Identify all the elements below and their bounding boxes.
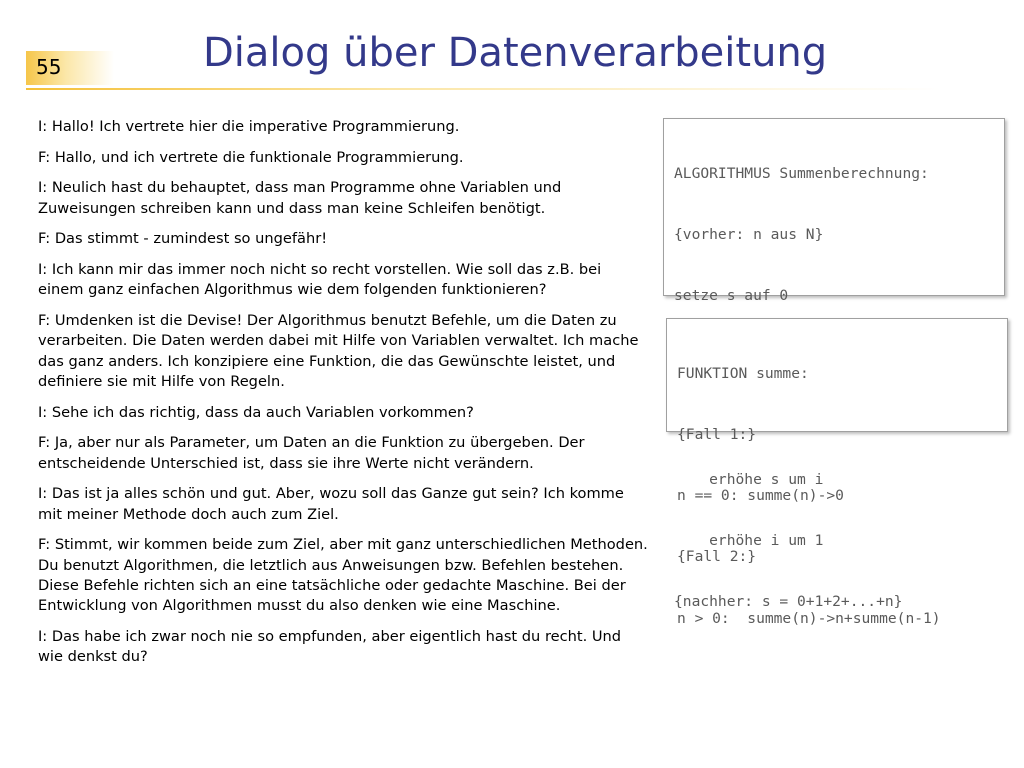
dialog-line: F: Stimmt, wir kommen beide zum Ziel, aber mit ganz unterschiedlichen Methoden. Du benutzt Algorithmen, die letztlich aus Anweisungen bzw. Befehlen bestehen. Diese Befehle richten sich an eine tatsächliche oder gedachte Maschine. Bei der Entwicklung von Algorithmen musst du also denken wie eine Maschine. [38,536,648,615]
code-line: erhöhe s um i [674,470,824,488]
dialog-line: F: Hallo, und ich vertrete die funktionale Programmierung. [38,148,464,166]
dialog-line: I: Ich kann mir das immer noch nicht so recht vorstellen. Wie soll das z.B. bei einem ganz einfachen Algorithmus wie dem folgenden funktionieren? [38,260,602,299]
code-line: {vorher: n aus N} [674,226,824,244]
slide-number-badge [26,51,114,85]
code-line: erhöhe i um 1 [674,532,824,550]
code-line: {Fall 1:} [677,426,757,444]
dialog-line: I: Neulich hast du behauptet, dass man Programme ohne Variablen und Zuweisungen schreiben kann und dass man keine Schleifen benötigt. [38,179,562,217]
dialog-line: I: Das ist ja alles schön und gut. Aber, wozu soll das Ganze gut sein? Ich komme mit meiner Methode doch auch zum Ziel. [38,485,624,523]
code-line: n > 0: summe(n)->n+summe(n-1) [677,609,941,627]
title-underline [26,88,941,90]
dialog-text [38,117,650,678]
code-line: ALGORITHMUS Summenberechnung: [674,164,929,182]
dialog-line: F: Umdenken ist die Devise! Der Algorithmus benutzt Befehle, um die Daten zu verarbeiten. Die Daten werden dabei mit Hilfe von Variablen verwaltet. Ich mache das ganz anders. Ich konzipiere eine Funktion, die das Gewünschte leistet, und definiere sie mit Hilfe von Regeln. [38,311,639,390]
code-line: {nachher: s = 0+1+2+...+n} [674,593,903,611]
code-line: FUNKTION summe: [677,364,809,382]
code-line: {Fall 2:} [677,548,757,566]
dialog-line: I: Das habe ich zwar noch nie so empfunden, aber eigentlich hast du recht. Und wie denkst du? [38,628,622,666]
dialog-line: F: Das stimmt - zumindest so ungefähr! [38,230,328,248]
slide-number: 55 [36,55,62,79]
code-line: setze s auf 0 [674,287,789,305]
dialog-line: I: Sehe ich das richtig, dass da auch Variablen vorkommen? [38,403,474,421]
dialog-line: I: Hallo! Ich vertrete hier die imperative Programmierung. [38,118,460,135]
slide-title: Dialog über Datenverarbeitung [203,30,828,76]
dialog-line: F: Ja, aber nur als Parameter, um Daten an die Funktion zu übergeben. Der entscheidende Unterschied ist, dass sie ihre Werte nicht verändern. [38,434,585,472]
code-line: n == 0: summe(n)->0 [677,487,844,505]
